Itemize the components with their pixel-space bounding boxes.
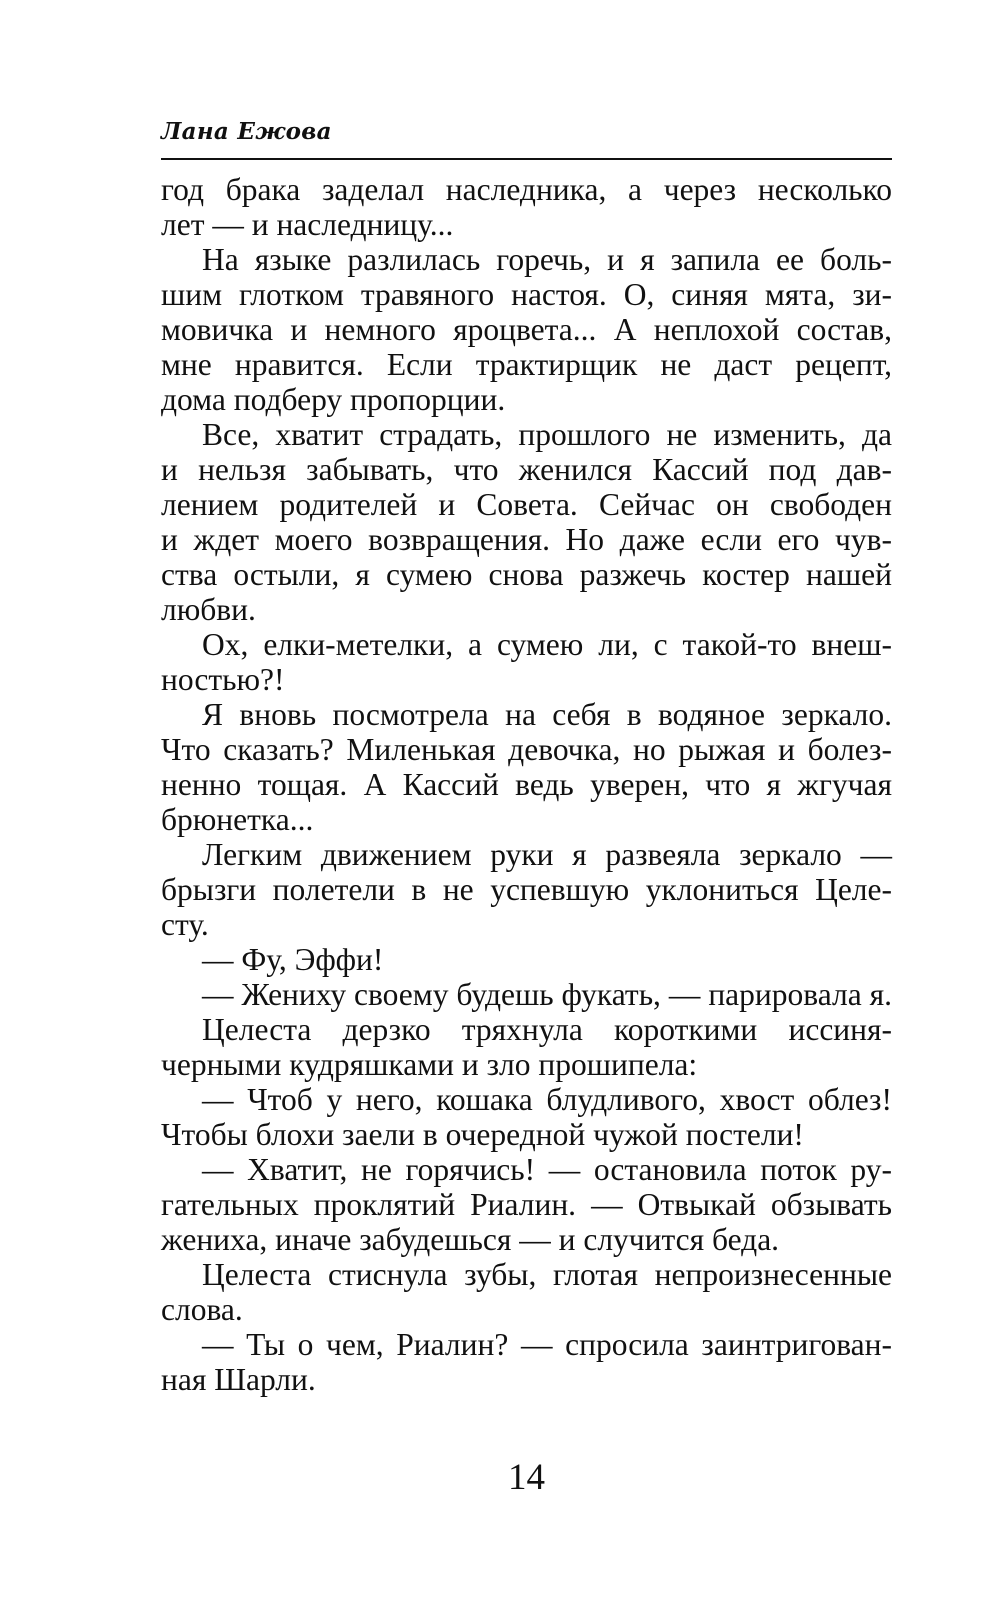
text-line: брызги полетели в не успевшую уклониться Целе- [161, 872, 892, 907]
text-line: — Фу, Эффи! [202, 942, 384, 977]
page-number: 14 [508, 1457, 545, 1498]
text-line: — Ты о чем, Риалин? — спросила заинтригован- [202, 1327, 892, 1362]
text-line: любви. [161, 592, 256, 627]
text-line: Я вновь посмотрела на себя в водяное зеркало. [202, 697, 892, 732]
text-line: брюнетка... [161, 802, 314, 837]
text-line: Чтобы блохи заели в очередной чужой постели! [161, 1117, 804, 1152]
text-line: слова. [161, 1292, 243, 1327]
text-line: ная Шарли. [161, 1362, 316, 1397]
running-header-author: Лана Ежова [161, 118, 332, 145]
text-line: гательных проклятий Риалин. — Отвыкай обзывать [161, 1187, 892, 1222]
header-rule [161, 158, 892, 160]
text-line: — Жениху своему будешь фукать, — парировала я. [202, 977, 892, 1012]
text-line: Ох, елки-метелки, а сумею ли, с такой-то внеш- [202, 627, 892, 662]
text-line: Что сказать? Миленькая девочка, но рыжая и болез- [161, 732, 892, 767]
text-line: Целеста дерзко тряхнула короткими иссиня- [202, 1012, 892, 1047]
text-line: мовичка и немного яроцвета... А неплохой состав, [161, 312, 892, 347]
text-line: мне нравится. Если трактирщик не даст рецепт, [161, 347, 892, 382]
body-text [161, 172, 892, 1397]
text-line: и ждет моего возвращения. Но даже если его чув- [161, 522, 892, 557]
text-line: шим глотком травяного настоя. О, синяя мята, зи- [161, 277, 892, 312]
text-line: год брака заделал наследника, а через несколько [161, 172, 892, 207]
text-line: ства остыли, я сумею снова разжечь костер нашей [161, 557, 892, 592]
text-line: Целеста стиснула зубы, глотая непроизнесенные [202, 1257, 892, 1292]
text-line: Легким движением руки я развеяла зеркало — [202, 837, 892, 872]
text-line: — Чтоб у него, кошака блудливого, хвост облез! [202, 1082, 892, 1117]
text-line: На языке разлилась горечь, и я запила ее боль- [202, 242, 892, 277]
text-line: и нельзя забывать, что женился Кассий под дав- [161, 452, 892, 487]
text-line: — Хватит, не горячись! — остановила поток ру- [202, 1152, 892, 1187]
text-line: сту. [161, 907, 209, 942]
text-line: ностью?! [161, 662, 285, 697]
text-line: черными кудряшками и зло прошипела: [161, 1047, 698, 1082]
text-line: ненно тощая. А Кассий ведь уверен, что я жгучая [161, 767, 892, 802]
text-line: дома подберу пропорции. [161, 382, 506, 417]
text-line: жениха, иначе забудешься — и случится беда. [161, 1222, 780, 1257]
text-line: Все, хватит страдать, прошлого не изменить, да [202, 417, 892, 452]
text-line: лет — и наследницу... [161, 207, 454, 242]
text-line: лением родителей и Совета. Сейчас он свободен [161, 487, 892, 522]
